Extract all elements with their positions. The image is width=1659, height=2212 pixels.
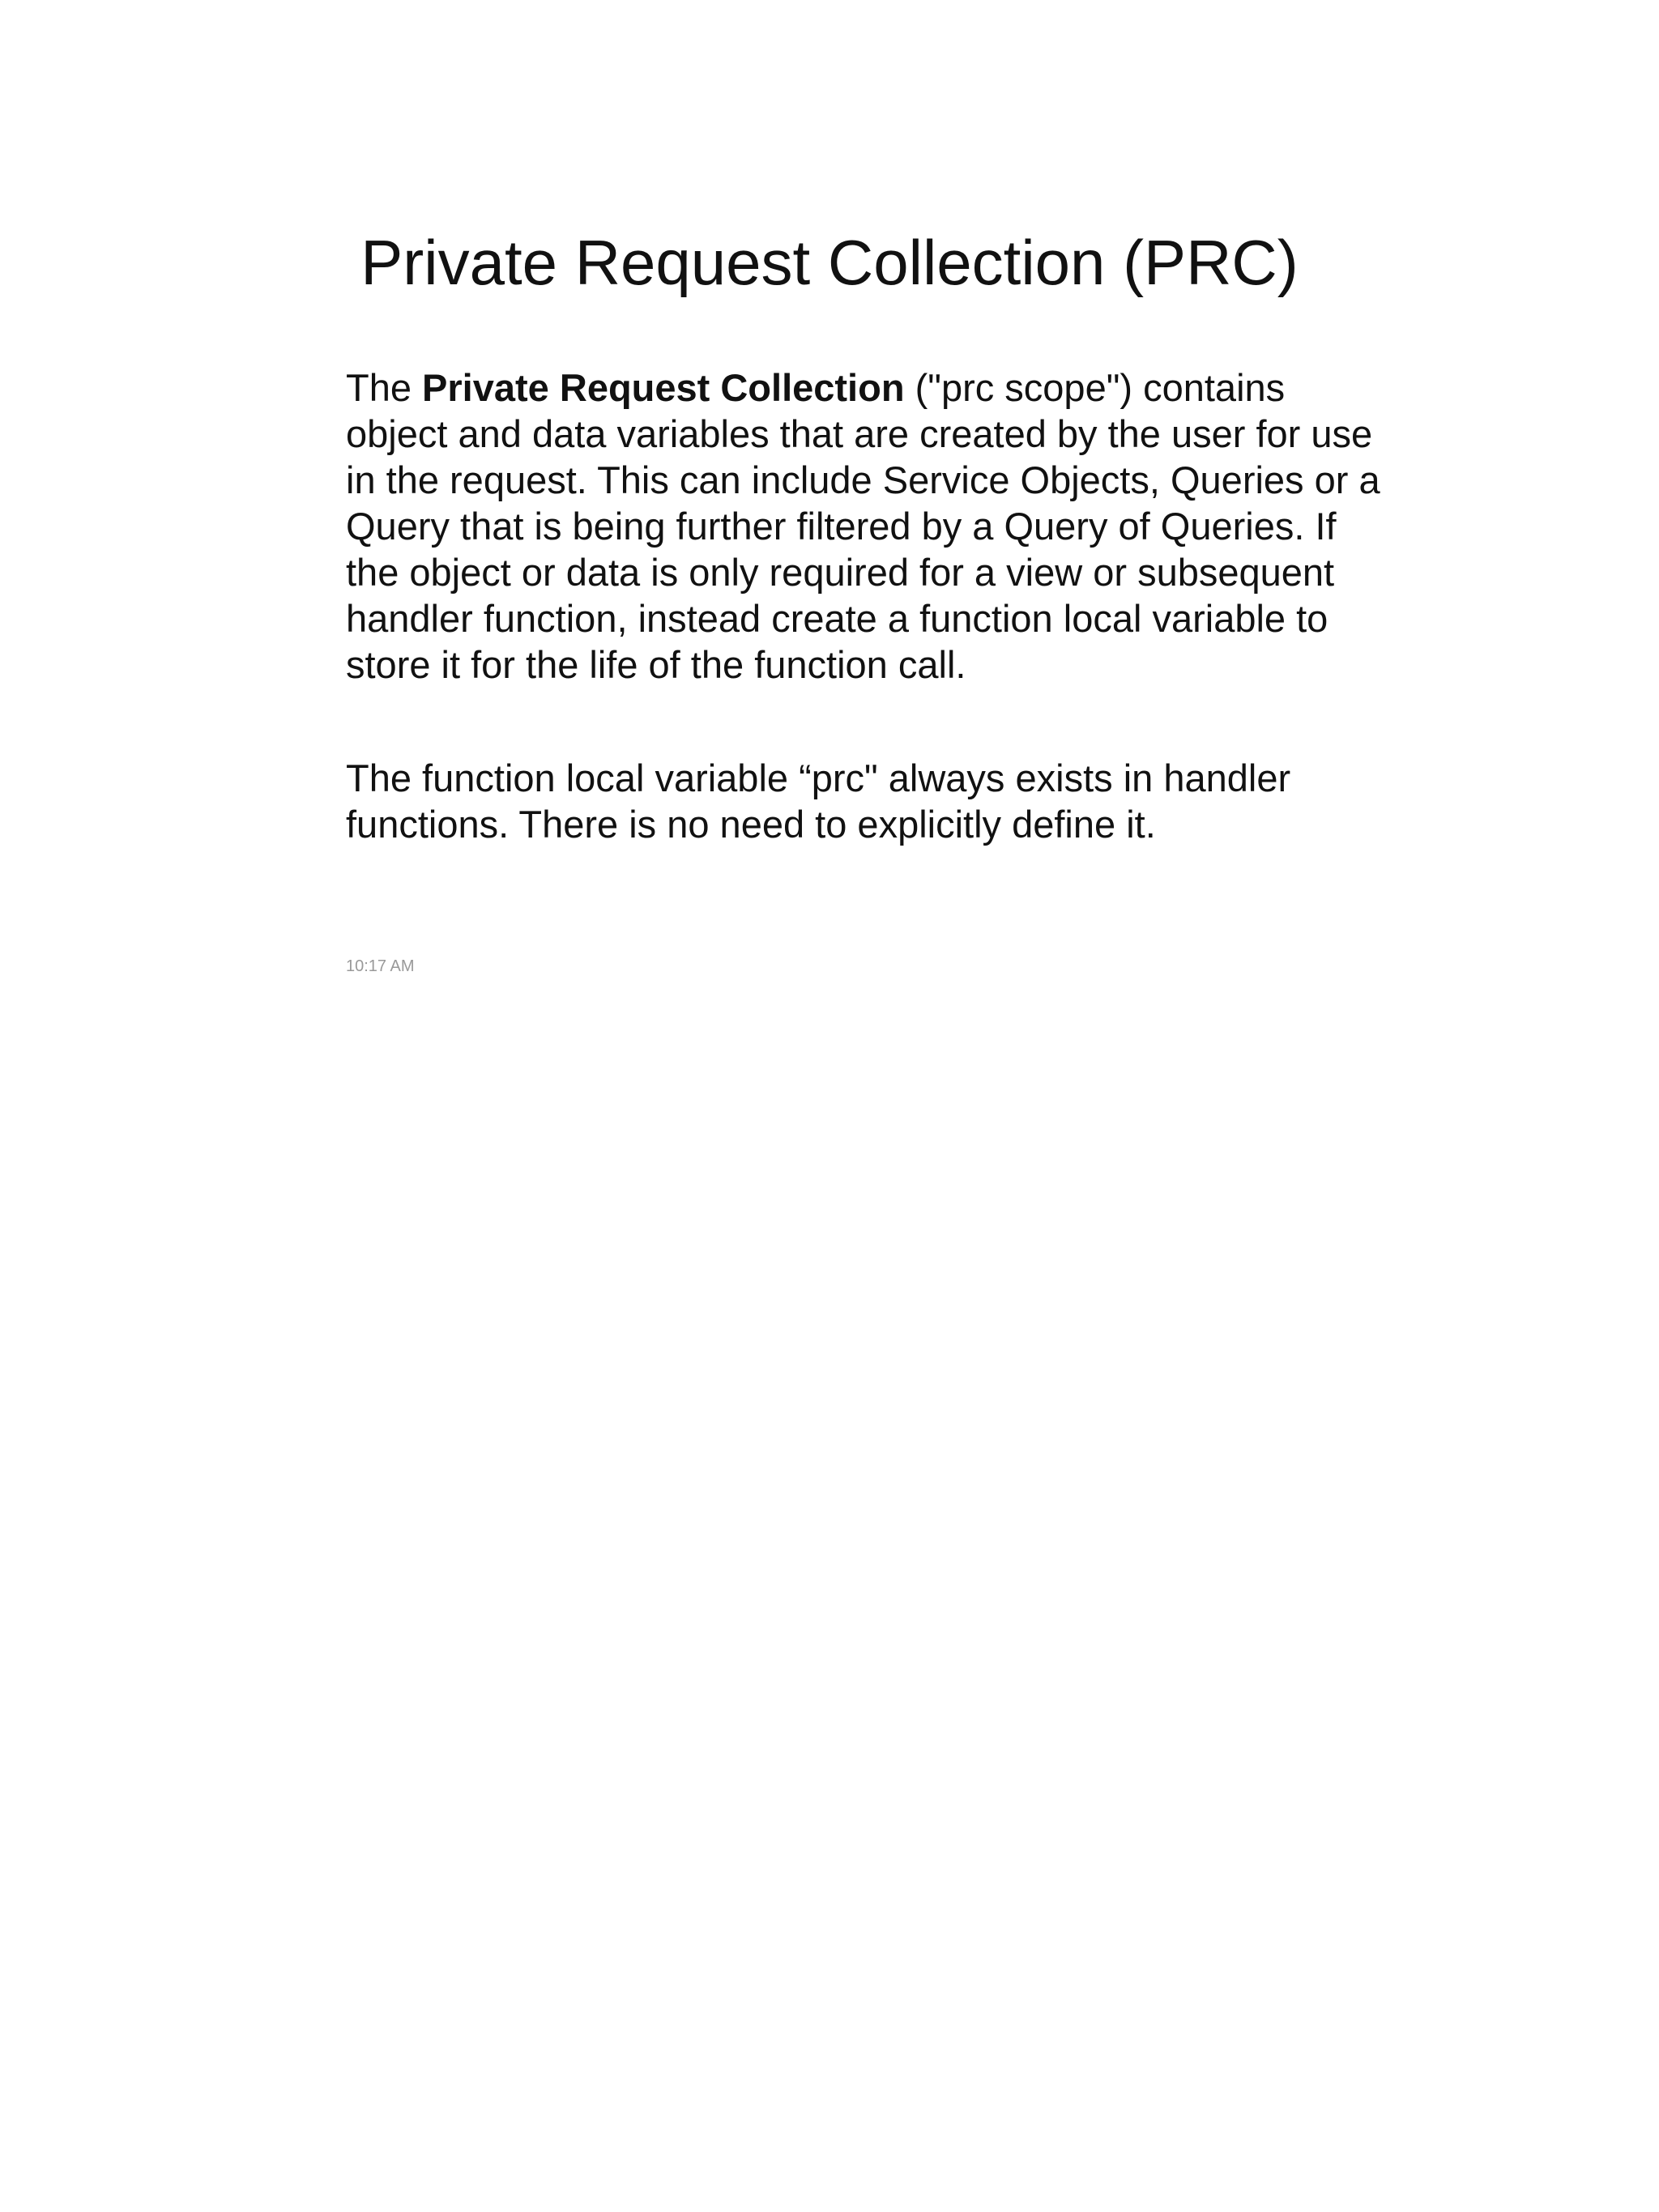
timestamp: 10:17 AM <box>346 957 415 975</box>
document-body <box>346 364 1391 847</box>
page-title: Private Request Collection (PRC) <box>360 227 1299 298</box>
paragraph-prc-description <box>346 364 1391 688</box>
paragraph-rest-text: ("prc scope") contains object and data variables that are created by the user for use in the request. This can include Service Objects, Queries or a Query that is being further filtered by a Query of Queries. If the object or data is only required for a view or subsequent handler function, instead create a function local variable to store it for the life of the function call. <box>346 366 1380 686</box>
bold-term-private-request-collection: Private Request Collection <box>422 366 905 409</box>
paragraph-prc-local-variable: The function local variable “prc" always exists in handler functions. There is no need to explicitly define it. <box>346 757 1291 846</box>
paragraph-lead-text: The <box>346 366 423 409</box>
